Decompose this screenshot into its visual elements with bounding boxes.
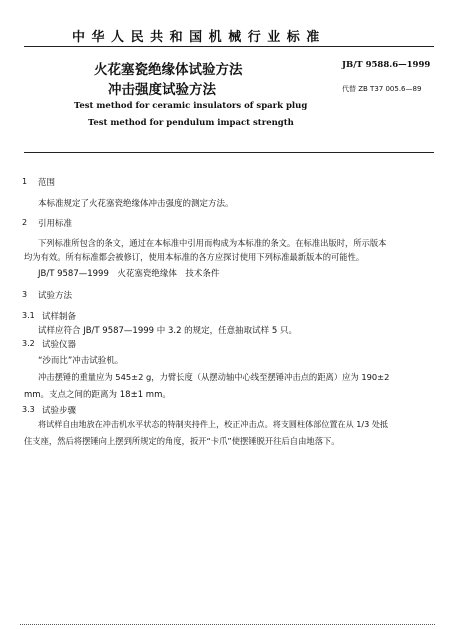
section-1-number: 1 [22,177,28,186]
section-3-3-text-line2: 住支座，然后将摆锤向上摆到所规定的角度，扳开“卡爪”使摆锤脱开往后自由地落下。 [24,436,340,446]
section-2-text-line1: 下列标准所包含的条文，通过在本标准中引用而构成为本标准的条文。在标准出版时，所示版本 [38,238,387,248]
section-3-2-text-line3: mm。支点之间的距离为 18±1 mm。 [24,390,171,400]
standard-number: JB/T 9588.6—1999 [342,60,431,70]
section-3-1-number: 3.1 [22,311,35,320]
title-cn-line2: 冲击强度试验方法 [108,82,216,98]
section-3-number: 3 [22,290,28,299]
section-1-text: 本标准规定了火花塞瓷绝缘体冲击强度的测定方法。 [38,199,234,209]
header-rule [24,46,434,47]
section-3-1-text: 试样应符合 JB/T 9587—1999 中 3.2 的规定，任意抽取试样 5 只。 [38,326,297,336]
section-1-title: 范围 [38,178,56,188]
section-3-2-text-line2: 冲击摆锤的重量应为 545±2 g，力臂长度（从摆动轴中心线至摆锤冲击点的距离）应为 190±2 [38,372,390,382]
section-3-2-title: 试验仪器 [42,340,77,350]
section-3-3-text-line1: 将试样自由地放在冲击机水平状态的特制夹持件上，校正冲击点。将支圆柱体部位置在从 1/3 处抵 [38,419,389,429]
section-3-3-title: 试验步骤 [42,406,77,416]
title-en-line2: Test method for pendulum impact strength [88,118,294,128]
section-3-2-text-line1: “沙而比”冲击试验机。 [38,356,124,366]
section-3-3-number: 3.3 [22,405,35,414]
title-rule [24,152,434,153]
section-2-text-line2: 均为有效。所有标准都会被修订，使用本标准的各方应探讨使用下列标准最新版本的可能性。 [24,252,365,262]
title-en-line1: Test method for ceramic insulators of spark plug [74,101,308,111]
section-3-1-title: 试样制备 [42,312,77,322]
replaces-note: 代替 ZB T37 005.6—89 [342,85,422,93]
section-3-2-number: 3.2 [22,339,35,348]
section-2-reference: JB/T 9587—1999 火花塞瓷绝缘体 技术条件 [38,269,220,279]
section-2-title: 引用标准 [38,219,73,229]
agency-header: 中 华 人 民 共 和 国 机 械 行 业 标 准 [72,30,321,45]
section-2-number: 2 [22,218,28,227]
title-cn-line1: 火花塞瓷绝缘体试验方法 [94,62,243,78]
bottom-scan-edge [20,624,435,625]
section-3-title: 试验方法 [38,291,73,301]
